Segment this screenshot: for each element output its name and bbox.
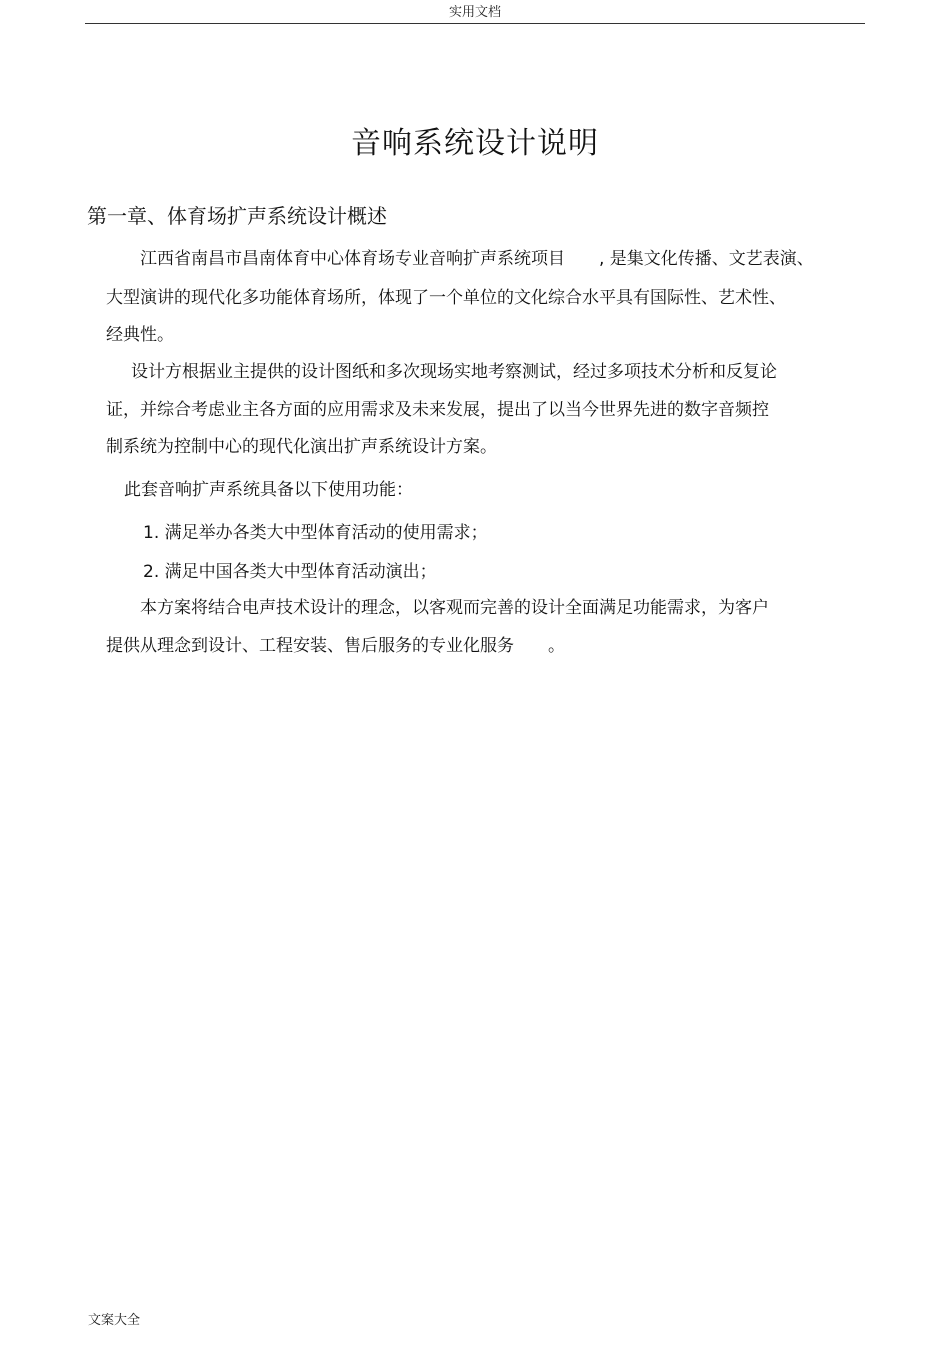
- list-item-1: 1. 满足举办各类大中型体育活动的使用需求；: [143, 523, 488, 543]
- paragraph-2-line-1: 设计方根据业主提供的设计图纸和多次现场实地考察测试，经过多项技术分析和反复论: [131, 362, 777, 382]
- footer-text: 文案大全: [88, 1313, 141, 1328]
- paragraph-4-line-2: 提供从理念到设计、工程安装、售后服务的专业化服务 。: [106, 636, 565, 656]
- paragraph-1-line-2: 大型演讲的现代化多功能体育场所，体现了一个单位的文化综合水平具有国际性、艺术性、: [106, 288, 786, 308]
- paragraph-2-line-2: 证，并综合考虑业主各方面的应用需求及未来发展，提出了以当今世界先进的数字音频控: [106, 400, 769, 420]
- paragraph-1-line-1: 江西省南昌市昌南体育中心体育场专业音响扩声系统项目 , 是集文化传播、文艺表演、: [140, 249, 814, 269]
- header-text: 实用文档: [448, 5, 501, 20]
- paragraph-4-line-1: 本方案将结合电声技术设计的理念，以客观而完善的设计全面满足功能需求，为客户: [140, 598, 769, 618]
- paragraph-3: 此套音响扩声系统具备以下使用功能：: [124, 480, 413, 500]
- document-title: 音响系统设计说明: [351, 126, 599, 161]
- chapter-heading: 第一章、体育场扩声系统设计概述: [87, 204, 387, 228]
- list-item-2: 2. 满足中国各类大中型体育活动演出；: [143, 562, 437, 582]
- header-divider: [85, 23, 865, 24]
- paragraph-2-line-3: 制系统为控制中心的现代化演出扩声系统设计方案。: [106, 437, 497, 457]
- paragraph-1-line-3: 经典性。: [106, 325, 174, 345]
